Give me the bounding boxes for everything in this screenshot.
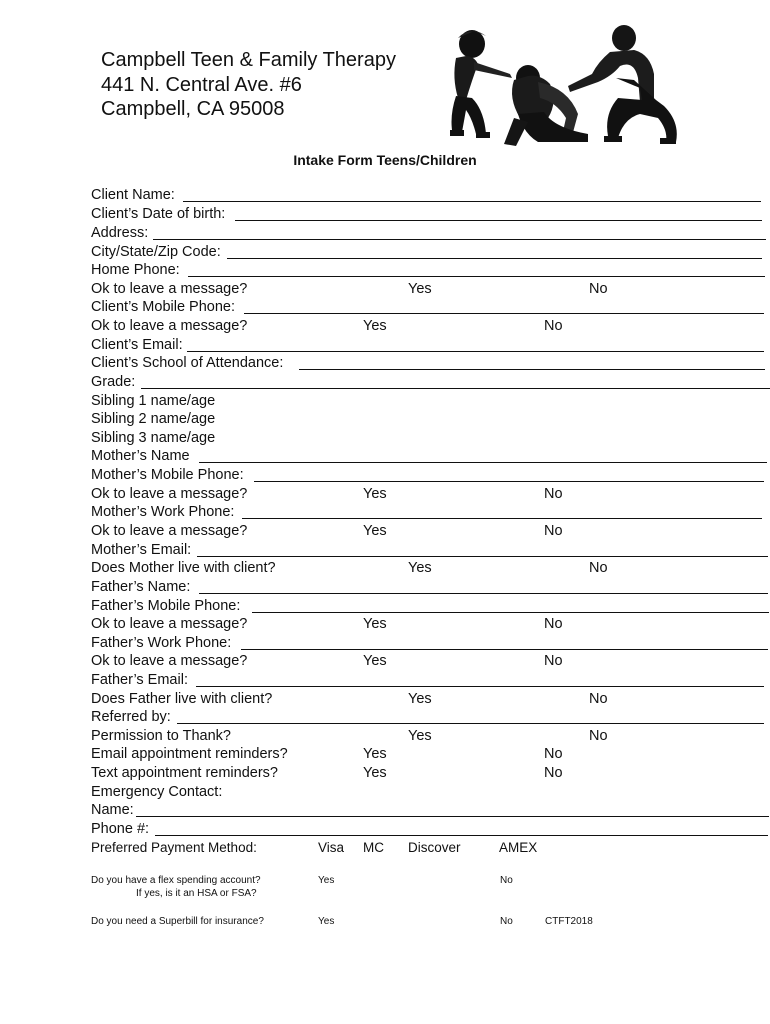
flex-question: Do you have a flex spending account? xyxy=(91,875,261,886)
no-option[interactable]: No xyxy=(589,281,608,297)
text-reminders-label: Text appointment reminders? xyxy=(91,765,278,781)
emergency-contact-label: Emergency Contact: xyxy=(91,784,223,800)
ok-message-label: Ok to leave a message? xyxy=(91,523,248,539)
yes-option[interactable]: Yes xyxy=(408,691,432,707)
father-mobile-line[interactable] xyxy=(252,612,769,613)
no-option[interactable]: No xyxy=(589,691,608,707)
dob-line[interactable] xyxy=(235,220,762,221)
yes-option[interactable]: Yes xyxy=(363,746,387,762)
no-option[interactable]: No xyxy=(589,560,608,576)
visa-option[interactable]: Visa xyxy=(318,840,345,855)
flex-no-option[interactable]: No xyxy=(500,875,513,886)
sibling2-label: Sibling 2 name/age xyxy=(91,411,216,427)
father-email-line[interactable] xyxy=(196,686,764,687)
mother-mobile-label: Mother’s Mobile Phone: xyxy=(91,467,244,483)
no-option[interactable]: No xyxy=(544,746,563,762)
mother-name-label: Mother’s Name xyxy=(91,448,190,464)
no-option[interactable]: No xyxy=(544,486,563,502)
yes-option[interactable]: Yes xyxy=(363,318,387,334)
city-label: City/State/Zip Code: xyxy=(91,244,221,260)
practice-name: Campbell Teen & Family Therapy xyxy=(101,49,396,71)
sibling3-label: Sibling 3 name/age xyxy=(91,430,216,446)
yes-option[interactable]: Yes xyxy=(408,728,432,744)
superbill-no-option[interactable]: No xyxy=(500,916,513,927)
grade-label: Grade: xyxy=(91,374,136,390)
father-email-label: Father’s Email: xyxy=(91,672,188,688)
father-mobile-label: Father’s Mobile Phone: xyxy=(91,598,241,614)
address-line[interactable] xyxy=(153,239,766,240)
father-name-label: Father’s Name: xyxy=(91,579,191,595)
home-phone-label: Home Phone: xyxy=(91,262,180,278)
home-phone-line[interactable] xyxy=(188,276,765,277)
form-title: Intake Form Teens/Children xyxy=(293,152,477,168)
no-option[interactable]: No xyxy=(589,728,608,744)
father-work-line[interactable] xyxy=(241,649,768,650)
yes-option[interactable]: Yes xyxy=(408,560,432,576)
yes-option[interactable]: Yes xyxy=(363,765,387,781)
client-school-line[interactable] xyxy=(299,369,765,370)
no-option[interactable]: No xyxy=(544,523,563,539)
yes-option[interactable]: Yes xyxy=(408,281,432,297)
client-name-label: Client Name: xyxy=(91,187,175,203)
emergency-name-line[interactable] xyxy=(136,816,769,817)
practice-city: Campbell, CA 95008 xyxy=(101,98,285,120)
emergency-name-label: Name: xyxy=(91,802,134,818)
mother-email-line[interactable] xyxy=(197,556,768,557)
ok-message-label: Ok to leave a message? xyxy=(91,486,248,502)
ok-message-label: Ok to leave a message? xyxy=(91,318,248,334)
family-silhouette-photo xyxy=(428,18,680,150)
mother-mobile-line[interactable] xyxy=(254,481,764,482)
father-live-label: Does Father live with client? xyxy=(91,691,273,707)
address-label: Address: xyxy=(91,225,149,241)
mother-live-label: Does Mother live with client? xyxy=(91,560,276,576)
yes-option[interactable]: Yes xyxy=(363,523,387,539)
superbill-yes-option[interactable]: Yes xyxy=(318,916,335,927)
permission-thank-label: Permission to Thank? xyxy=(91,728,231,744)
mc-option[interactable]: MC xyxy=(363,840,384,855)
discover-option[interactable]: Discover xyxy=(408,840,461,855)
city-line[interactable] xyxy=(227,258,762,259)
emergency-phone-line[interactable] xyxy=(155,835,768,836)
father-name-line[interactable] xyxy=(199,593,768,594)
father-work-label: Father’s Work Phone: xyxy=(91,635,232,651)
referred-by-line[interactable] xyxy=(177,723,764,724)
client-mobile-label: Client’s Mobile Phone: xyxy=(91,299,236,315)
mother-name-line[interactable] xyxy=(199,462,767,463)
mother-work-line[interactable] xyxy=(242,518,762,519)
ok-message-label: Ok to leave a message? xyxy=(91,281,248,297)
client-mobile-line[interactable] xyxy=(244,313,764,314)
client-email-label: Client’s Email: xyxy=(91,337,183,353)
practice-header xyxy=(101,48,396,122)
mother-work-label: Mother’s Work Phone: xyxy=(91,504,235,520)
dob-label: Client’s Date of birth: xyxy=(91,206,226,222)
yes-option[interactable]: Yes xyxy=(363,616,387,632)
ok-message-label: Ok to leave a message? xyxy=(91,653,248,669)
email-reminders-label: Email appointment reminders? xyxy=(91,746,288,762)
superbill-question: Do you need a Superbill for insurance? xyxy=(91,916,264,927)
no-option[interactable]: No xyxy=(544,765,563,781)
client-school-label: Client’s School of Attendance: xyxy=(91,355,284,371)
practice-street: 441 N. Central Ave. #6 xyxy=(101,73,302,96)
no-option[interactable]: No xyxy=(544,318,563,334)
client-email-line[interactable] xyxy=(187,351,764,352)
no-option[interactable]: No xyxy=(544,616,563,632)
flex-subquestion: If yes, is it an HSA or FSA? xyxy=(136,888,257,899)
grade-line[interactable] xyxy=(141,388,770,389)
form-code: CTFT2018 xyxy=(545,916,593,927)
ok-message-label: Ok to leave a message? xyxy=(91,616,248,632)
mother-email-label: Mother’s Email: xyxy=(91,542,192,558)
client-name-line[interactable] xyxy=(183,201,761,202)
payment-method-label: Preferred Payment Method: xyxy=(91,840,257,855)
yes-option[interactable]: Yes xyxy=(363,486,387,502)
sibling1-label: Sibling 1 name/age xyxy=(91,393,216,409)
amex-option[interactable]: AMEX xyxy=(499,840,538,855)
emergency-phone-label: Phone #: xyxy=(91,821,150,837)
referred-by-label: Referred by: xyxy=(91,709,171,725)
yes-option[interactable]: Yes xyxy=(363,653,387,669)
no-option[interactable]: No xyxy=(544,653,563,669)
flex-yes-option[interactable]: Yes xyxy=(318,875,335,886)
